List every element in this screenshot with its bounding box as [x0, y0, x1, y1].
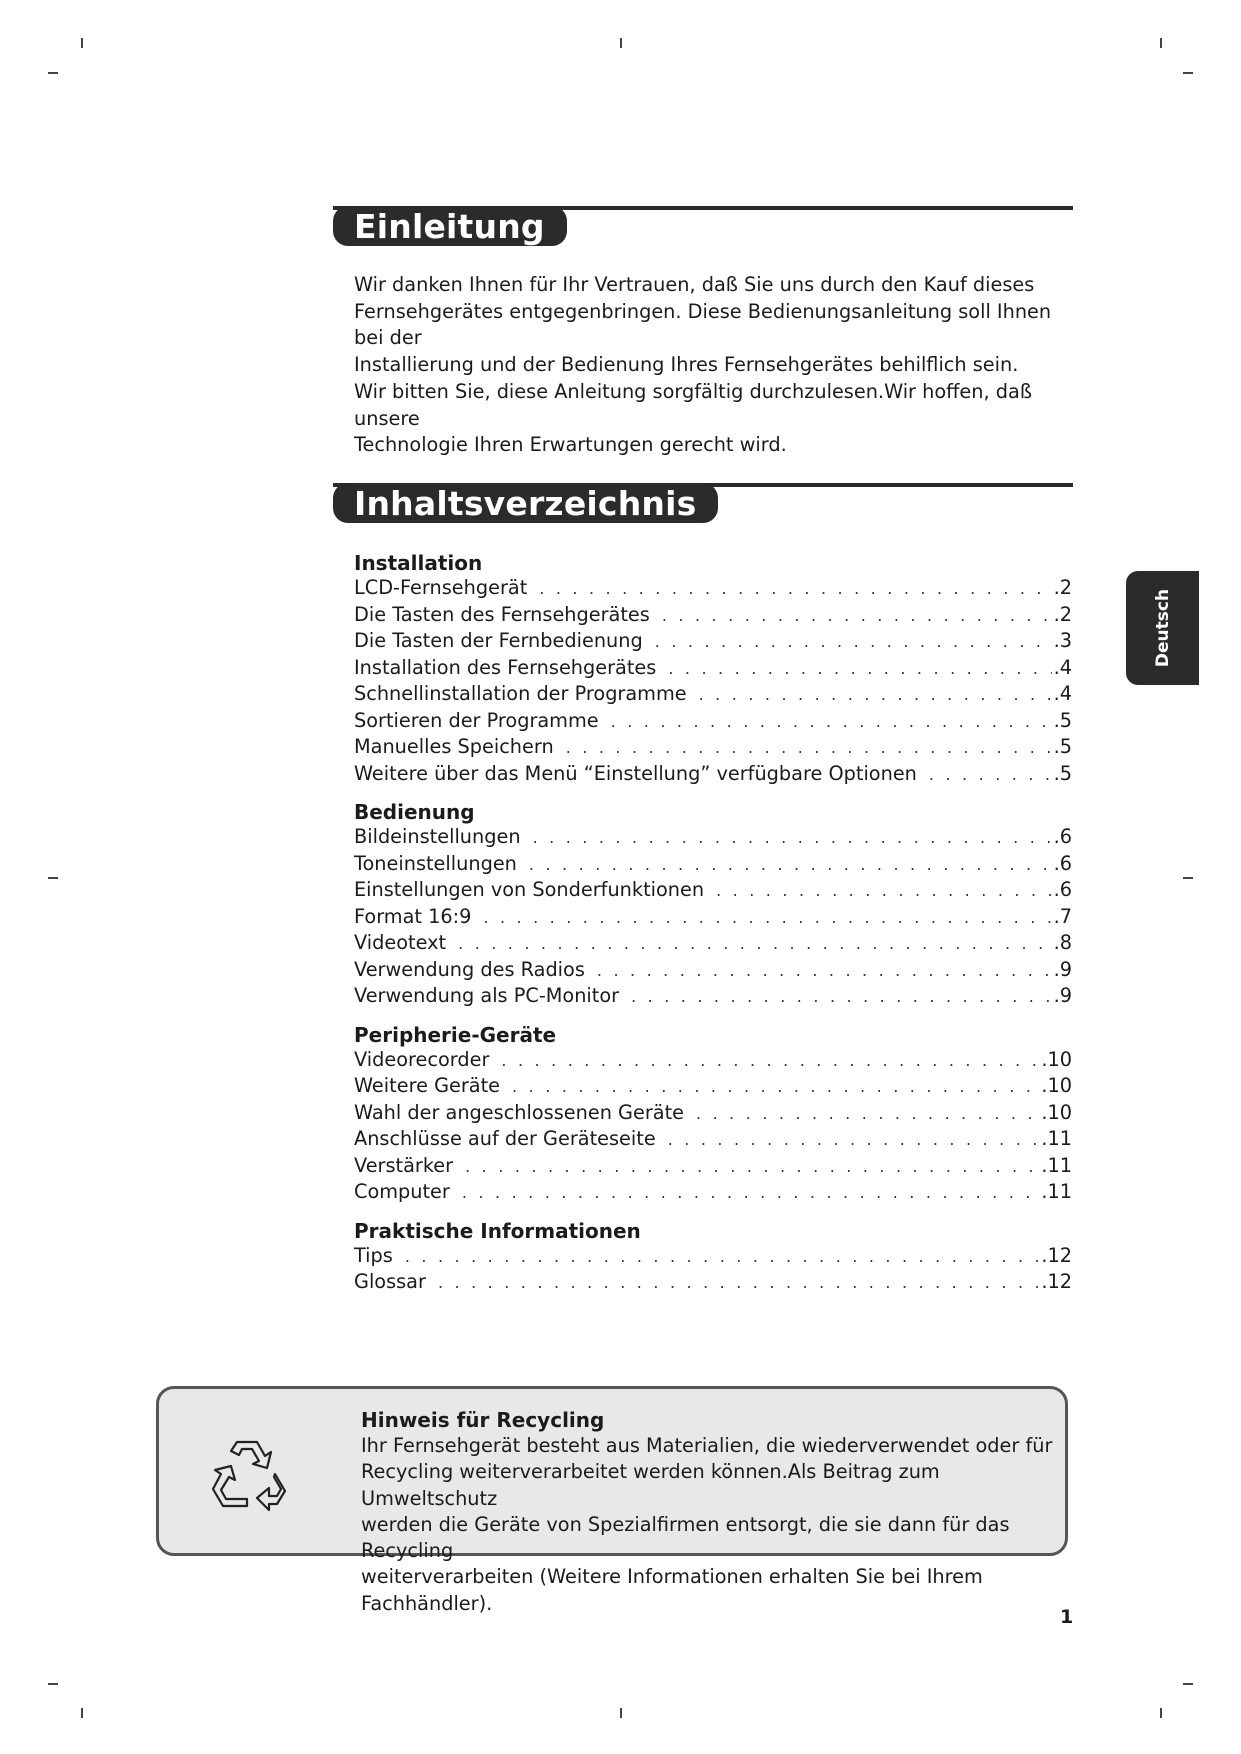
- toc-entry-page: .9: [1053, 957, 1072, 981]
- intro-section-header: [333, 206, 1073, 250]
- toc-entry-label: Verstärker: [354, 1153, 454, 1177]
- toc-entry-label: Weitere über das Menü “Einstellung” verfügbare Optionen: [354, 761, 917, 785]
- toc-entry-label: Videotext: [354, 931, 447, 954]
- crop-mark: [620, 38, 622, 48]
- toc-entry-page: .7: [1053, 904, 1072, 928]
- toc-entry-label: Installation des Fernsehgerätes: [354, 655, 657, 679]
- toc-entry-page: .5: [1053, 735, 1072, 758]
- toc-entry[interactable]: [354, 575, 1072, 602]
- dot-leader: [405, 1244, 1040, 1271]
- dot-leader: [465, 1154, 1039, 1181]
- toc-entry-label: Die Tasten der Fernbedienung: [354, 629, 643, 652]
- toc-entry-page: .2: [1053, 576, 1072, 599]
- dot-leader: [462, 1180, 1039, 1207]
- toc-entry[interactable]: [354, 1126, 1072, 1153]
- recycling-line: Ihr Fernsehgerät besteht aus Materialien, die wiederverwendet oder für: [361, 1434, 1053, 1457]
- toc-entry-label: Computer: [354, 1180, 450, 1203]
- toc-entry-page: .6: [1053, 878, 1072, 901]
- toc-entry-page: .6: [1053, 825, 1072, 848]
- toc-entry-page: .12: [1041, 1243, 1072, 1267]
- dot-leader: [512, 1074, 1039, 1101]
- recycling-heading: Hinweis für Recycling: [361, 1408, 605, 1432]
- toc-entry-page: .2: [1053, 602, 1072, 626]
- dot-leader: [458, 931, 1052, 958]
- intro-line: Technologie Ihren Erwartungen gerecht wird.: [354, 433, 787, 457]
- dot-leader: [929, 762, 1052, 789]
- crop-mark: [48, 877, 58, 879]
- toc-entry-label: LCD-Fernsehgerät: [354, 576, 528, 599]
- language-tab: [1126, 571, 1199, 685]
- toc-entry[interactable]: [354, 877, 1072, 904]
- recycling-notice: [156, 1386, 1068, 1615]
- toc-entry[interactable]: [354, 983, 1072, 1010]
- toc-entry[interactable]: [354, 1243, 1072, 1270]
- toc-entry-label: Weitere Geräte: [354, 1074, 501, 1097]
- toc-entry-page: .4: [1053, 682, 1072, 705]
- toc-entry[interactable]: [354, 824, 1072, 851]
- toc-entry-label: Sortieren der Programme: [354, 708, 599, 732]
- dot-leader: [438, 1270, 1039, 1297]
- toc-entry-page: .10: [1041, 1100, 1072, 1124]
- table-of-contents: [354, 551, 1072, 1309]
- crop-mark: [1183, 1683, 1193, 1685]
- language-tab-label: Deutsch: [1152, 588, 1173, 668]
- toc-group-heading: Bedienung: [354, 800, 475, 824]
- toc-entry[interactable]: [354, 1269, 1072, 1296]
- dot-leader: [655, 629, 1052, 656]
- toc-entry[interactable]: [354, 851, 1072, 878]
- dot-leader: [539, 576, 1051, 603]
- toc-entry[interactable]: [354, 761, 1072, 788]
- toc-entry[interactable]: [354, 1179, 1072, 1206]
- dot-leader: [631, 984, 1052, 1011]
- toc-entry-label: Bildeinstellungen: [354, 825, 521, 848]
- toc-entry[interactable]: [354, 628, 1072, 655]
- toc-entry-label: Wahl der angeschlossenen Geräte: [354, 1100, 685, 1124]
- dot-leader: [611, 709, 1052, 736]
- dot-leader: [696, 1101, 1039, 1128]
- toc-entry-label: Glossar: [354, 1270, 426, 1293]
- toc-entry[interactable]: [354, 708, 1072, 735]
- recycling-text: [361, 1407, 1061, 1617]
- toc-entry-page: .6: [1053, 851, 1072, 875]
- recycling-line: weiterverarbeiten (Weitere Informationen erhalten Sie bei Ihrem Fachhändler).: [361, 1565, 983, 1615]
- toc-entry-label: Verwendung des Radios: [354, 957, 585, 981]
- toc-group-praktisch: [354, 1219, 1072, 1296]
- recycling-line: Recycling weiterverarbeitet werden können.Als Beitrag zum Umweltschutz: [361, 1460, 940, 1510]
- toc-entry-label: Verwendung als PC-Monitor: [354, 984, 620, 1007]
- toc-entry[interactable]: [354, 655, 1072, 682]
- toc-entry-label: Einstellungen von Sonderfunktionen: [354, 878, 705, 901]
- toc-entry[interactable]: [354, 930, 1072, 957]
- toc-entry-label: Die Tasten des Fernsehgerätes: [354, 602, 650, 626]
- toc-section-header: [333, 483, 1073, 527]
- dot-leader: [662, 603, 1052, 630]
- toc-entry-page: .3: [1053, 629, 1072, 652]
- crop-mark: [1183, 877, 1193, 879]
- intro-text: [354, 272, 1054, 459]
- toc-group-heading: Peripherie-Geräte: [354, 1022, 557, 1047]
- crop-mark: [48, 1683, 58, 1685]
- crop-mark: [620, 1708, 622, 1718]
- toc-entry-page: .4: [1053, 655, 1072, 679]
- crop-mark: [1183, 72, 1193, 74]
- intro-line: Fernsehgerätes entgegenbringen. Diese Bedienungsanleitung soll Ihnen bei der: [354, 299, 1052, 350]
- toc-group-heading: Praktische Informationen: [354, 1218, 641, 1243]
- dot-leader: [668, 656, 1051, 683]
- intro-title: Einleitung: [333, 206, 567, 246]
- toc-entry-label: Tips: [354, 1243, 393, 1267]
- toc-entry[interactable]: [354, 1100, 1072, 1127]
- toc-group-bedienung: [354, 800, 1072, 1010]
- toc-entry[interactable]: [354, 957, 1072, 984]
- toc-entry-label: Toneinstellungen: [354, 851, 517, 875]
- toc-entry-label: Anschlüsse auf der Geräteseite: [354, 1127, 656, 1150]
- toc-entry-label: Schnellinstallation der Programme: [354, 682, 687, 705]
- toc-entry[interactable]: [354, 734, 1072, 761]
- dot-leader: [597, 958, 1052, 985]
- crop-mark: [81, 1708, 83, 1718]
- toc-entry-page: .11: [1041, 1180, 1072, 1203]
- recycle-icon: [209, 1434, 289, 1514]
- toc-entry-label: Videorecorder: [354, 1047, 490, 1071]
- intro-line: Installierung und der Bedienung Ihres Fernsehgerätes behilflich sein.: [354, 353, 1019, 377]
- toc-entry-page: .10: [1041, 1074, 1072, 1097]
- dot-leader: [668, 1127, 1040, 1154]
- dot-leader: [483, 905, 1051, 932]
- toc-entry-label: Format 16:9: [354, 904, 472, 928]
- dot-leader: [566, 735, 1052, 762]
- toc-entry-page: .5: [1053, 708, 1072, 732]
- dot-leader: [699, 682, 1052, 709]
- crop-mark: [81, 38, 83, 48]
- toc-entry-page: .10: [1041, 1047, 1072, 1071]
- toc-entry-label: Manuelles Speichern: [354, 735, 554, 758]
- toc-entry[interactable]: [354, 1073, 1072, 1100]
- crop-mark: [1160, 38, 1162, 48]
- toc-entry-page: .8: [1053, 931, 1072, 954]
- recycling-line: werden die Geräte von Spezialfirmen entsorgt, die sie dann für das Recycling: [361, 1512, 1010, 1563]
- page-number: 1: [1060, 1606, 1074, 1628]
- toc-group-installation: [354, 551, 1072, 787]
- intro-line: Wir danken Ihnen für Ihr Vertrauen, daß Sie uns durch den Kauf dieses: [354, 273, 1035, 296]
- toc-entry[interactable]: [354, 681, 1072, 708]
- toc-entry[interactable]: [354, 1047, 1072, 1074]
- toc-title: Inhaltsverzeichnis: [333, 483, 718, 523]
- toc-group-heading: Installation: [354, 551, 483, 575]
- crop-mark: [48, 72, 58, 74]
- toc-entry-page: .12: [1041, 1270, 1072, 1293]
- toc-entry-page: .5: [1053, 761, 1072, 785]
- toc-entry[interactable]: [354, 904, 1072, 931]
- toc-entry-page: .11: [1041, 1127, 1072, 1150]
- dot-leader: [529, 852, 1052, 879]
- dot-leader: [533, 825, 1052, 852]
- dot-leader: [716, 878, 1052, 905]
- toc-entry-page: .11: [1041, 1153, 1072, 1177]
- toc-entry[interactable]: [354, 1153, 1072, 1180]
- toc-group-peripherie: [354, 1023, 1072, 1206]
- toc-entry[interactable]: [354, 602, 1072, 629]
- intro-line: Wir bitten Sie, diese Anleitung sorgfältig durchzulesen.Wir hoffen, daß unsere: [354, 379, 1032, 430]
- crop-mark: [1160, 1708, 1162, 1718]
- toc-entry-page: .9: [1053, 984, 1072, 1007]
- dot-leader: [501, 1048, 1039, 1075]
